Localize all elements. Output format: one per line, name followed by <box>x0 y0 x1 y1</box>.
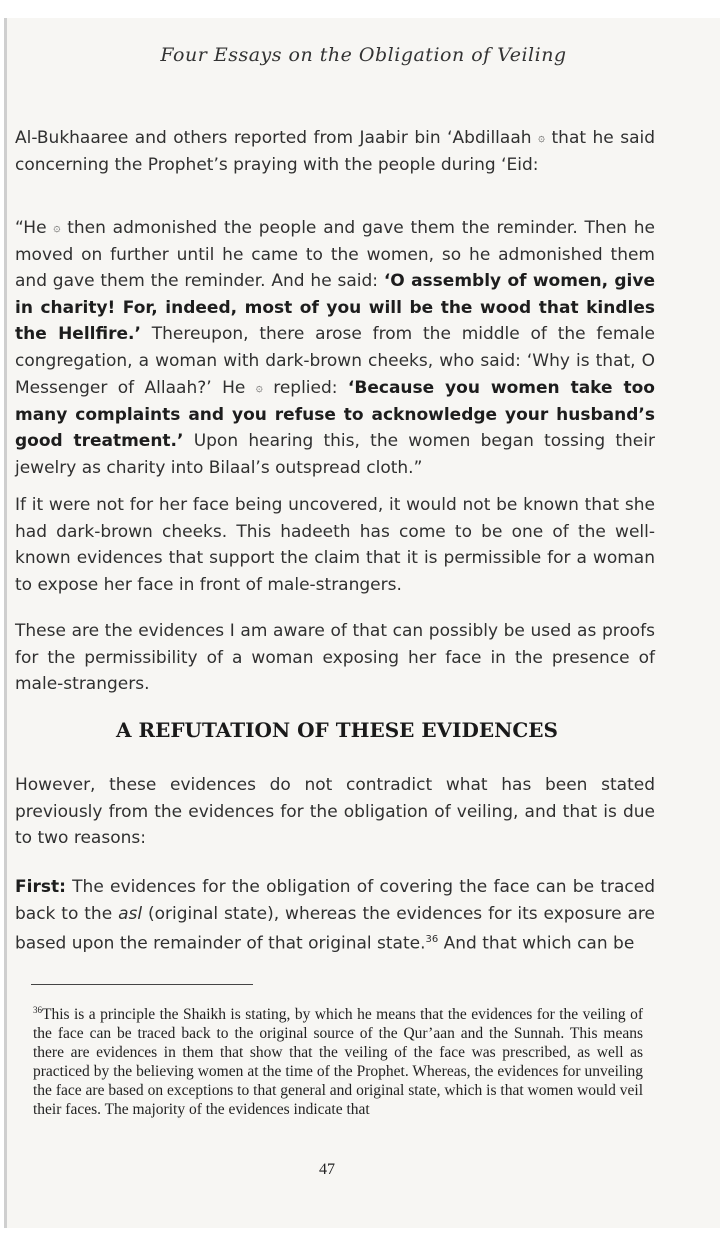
footnote <box>33 1001 643 1119</box>
honorific-symbol: ۞ <box>255 380 263 394</box>
intro-paragraph: Al-Bukhaaree and others reported from Jaabir bin ‘Abdillaah ۞ that he said concerning the Prophet’s praying with the people during ‘Eid: <box>15 128 655 175</box>
first-reason-paragraph: First: The evidences for the obligation of covering the face can be traced back to the asl (original state), whereas the evidences for its exposure are based upon the remainder of that original state.$^{36}$ And that which can be <box>15 877 655 954</box>
page-number: 47 <box>319 1161 335 1178</box>
footnote-divider <box>31 984 253 985</box>
reasons-intro-paragraph: However, these evidences do not contradict what has been stated previously from the evidences for the obligation of veiling, and that is due to two reasons: <box>15 775 655 848</box>
analysis-paragraph: If it were not for her face being uncovered, it would not be known that she had dark-brown cheeks. This hadeeth has come to be one of the well-known evidences that support the claim that it is permissible for a woman to expose her face in front of male-strangers. <box>15 495 655 595</box>
footnote-number: 36 <box>33 1005 42 1015</box>
section-heading: A REFUTATION OF THESE EVIDENCES <box>116 718 558 742</box>
asl-term: asl <box>118 903 143 924</box>
summary-paragraph: These are the evidences I am aware of that can possibly be used as proofs for the permissibility of a woman exposing her face in the presence of male-strangers. <box>15 621 655 694</box>
bold-quote: ‘O assembly of women, give in charity! For, indeed, most of you will be the wood that kindles the Hellfire.’ <box>15 271 655 344</box>
hadith-quote-paragraph: “He ۞ then admonished the people and gave them the reminder. Then he moved on further until he came to the women, so he admonished them and gave them the reminder. And he said: ‘O assembly of women, give in charity! For, indeed, most of you will be the wood that kindles the Hellfire.’ Thereupon, there arose from the middle of the female congregation, a woman with dark-brown cheeks, who said: ‘Why is that, O Messenger of Allaah?’ He ۞ replied: ‘Because you women take too many complaints and you refuse to acknowledge your husband’s good treatment.’ Upon hearing this, the women began tossing their jewelry as charity into Bilaal’s outspread cloth.” <box>15 218 656 478</box>
book-page <box>4 18 720 1228</box>
honorific-symbol: ۞ <box>538 130 546 144</box>
honorific-symbol: ۞ <box>53 220 61 234</box>
running-head: Four Essays on the Obligation of Veiling <box>160 44 567 66</box>
bold-quote: ‘Because you women take too many complaints and you refuse to acknowledge your husband’s good treatment.’ <box>15 378 655 451</box>
footnote-reference: 36 <box>425 934 439 945</box>
first-label: First: <box>15 877 66 897</box>
footnote-text: This is a principle the Shaikh is stating, by which he means that the evidences for the veiling of the face can be traced back to the original source of the Qur’aan and the Sunnah. This means there are evidences in them that show that the veiling of the face was prescribed, as well as practiced by the believing women at the time of the Prophet. Whereas, the evidences for unveiling the face are based on exceptions to that general and original state, which is that women would veil their faces. The majority of the evidences indicate that <box>33 1006 643 1119</box>
